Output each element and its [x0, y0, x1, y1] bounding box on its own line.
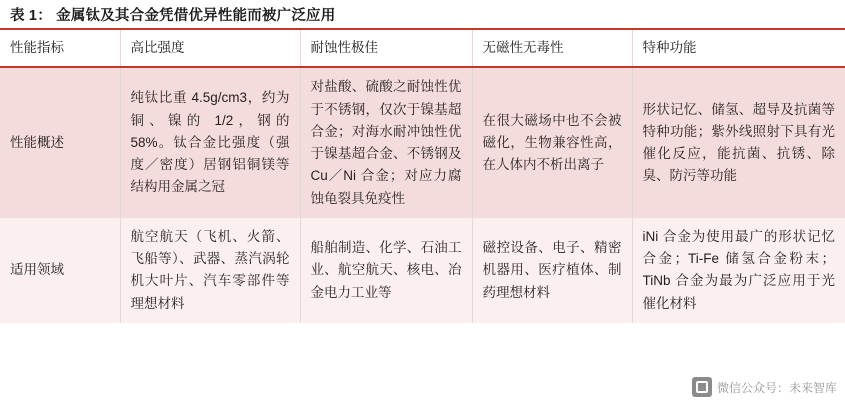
watermark: [692, 377, 837, 397]
column-header-special: 特种功能: [642, 40, 697, 55]
row-label-applications: 适用领域: [0, 218, 120, 323]
column-header-strength: 高比强度: [120, 30, 300, 67]
row-label-overview: 性能概述: [0, 67, 120, 218]
cell-applications-special: iNi 合金为使用最广的形状记忆合金；Ti-Fe 储氢合金粉末；TiNb 合金为最为广泛应用于光催化材料: [632, 218, 845, 323]
page-title: 表 1： 金属钛及其合金凭借优异性能而被广泛应用: [10, 7, 336, 24]
cell-overview-corrosion: 对盐酸、硫酸之耐蚀性优于不锈钢，仅次于镍基超合金；对海水耐冲蚀性优于镍基超合金、不锈钢及 Cu／Ni 合金；对应力腐蚀龟裂具免疫性: [300, 67, 472, 218]
cell-overview-strength: 纯钛比重 4.5g/cm3，约为铜、镍的 1/2，钢的 58%。钛合金比强度（强度／密度）居钢铝铜镁等结构用金属之冠: [120, 67, 300, 218]
table-title-row: [0, 0, 845, 30]
table-row: [0, 218, 845, 323]
wechat-logo-icon: [692, 377, 712, 397]
table-row: [0, 67, 845, 218]
table-header-row: [0, 30, 845, 67]
cell-applications-nonmagnetic: 磁控设备、电子、精密机器用、医疗植体、制药理想材料: [472, 218, 632, 323]
cell-applications-corrosion: 船舶制造、化学、石油工业、航空航天、核电、冶金电力工业等: [300, 218, 472, 323]
data-table: [0, 30, 845, 323]
cell-overview-special: 形状记忆、储氢、超导及抗菌等特种功能；紫外线照射下具有光催化反应，能抗菌、抗锈、除臭、防污等功能: [632, 67, 845, 218]
watermark-text: 微信公众号：未来智库: [716, 380, 837, 395]
column-header-nonmagnetic: 无磁性无毒性: [472, 30, 632, 67]
column-header-corrosion: 耐蚀性极佳: [300, 30, 472, 67]
cell-overview-nonmagnetic: 在很大磁场中也不会被磁化，生物兼容性高，在人体内不析出离子: [472, 67, 632, 218]
column-header-metric: 性能指标: [0, 30, 120, 67]
cell-applications-strength: 航空航天（飞机、火箭、飞船等）、武器、蒸汽涡轮机大叶片、汽车零部件等理想材料: [120, 218, 300, 323]
